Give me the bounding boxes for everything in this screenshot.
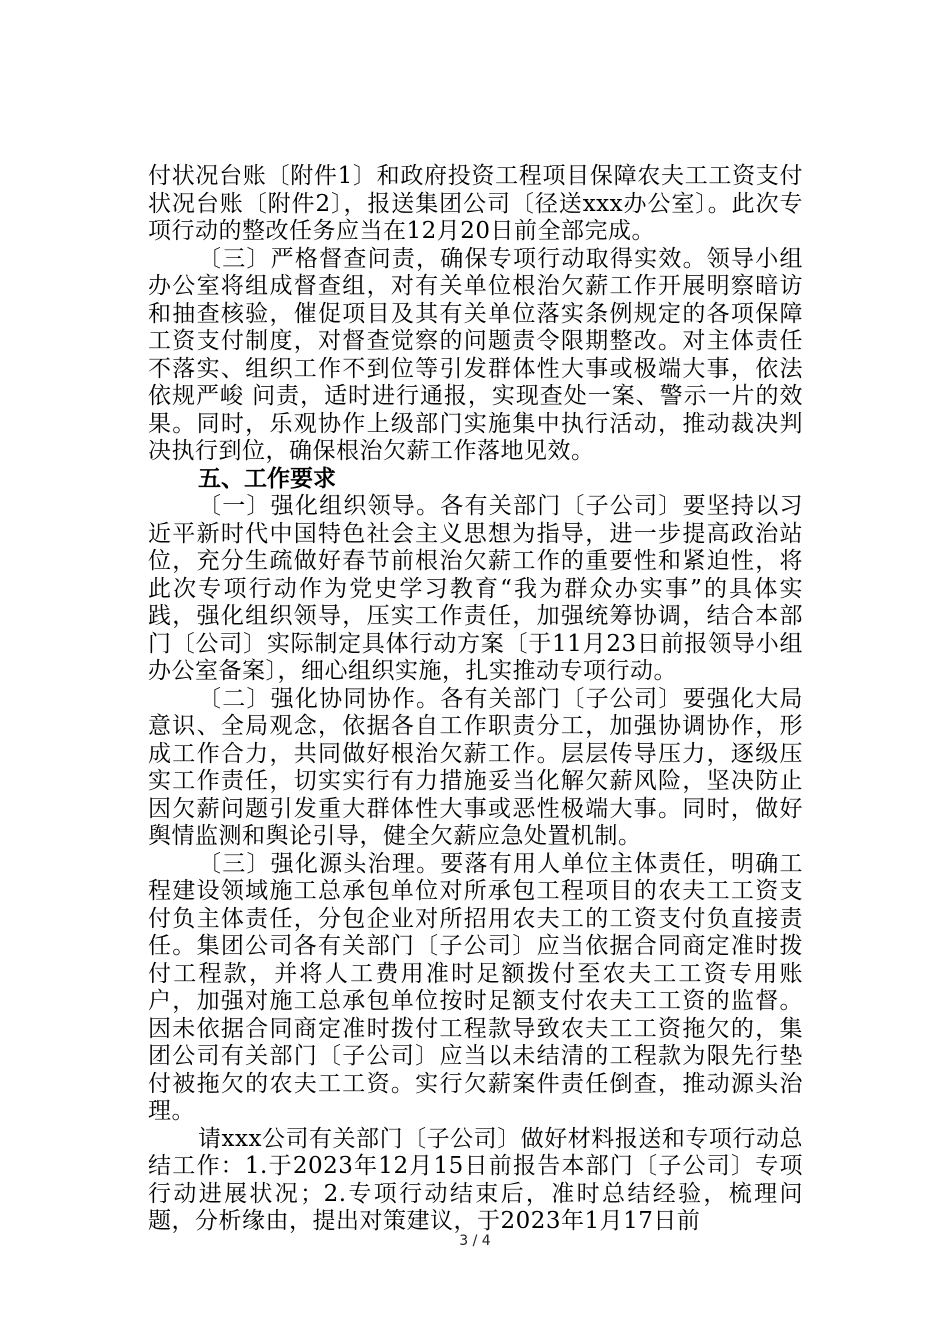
paragraph-6: 请xxx公司有关部门〔子公司〕做好材料报送和专项行动总结工作：1.于2023年12月15日前报告本部门〔子公司〕专项行动进展状况；2.专项行动结束后，准时总结经验，梳理问题，分析缘由，提出对策建议，于2023年1月17日前 <box>148 1125 803 1234</box>
document-page <box>148 163 803 1236</box>
paragraph-5: 〔三〕强化源头治理。要落有用人单位主体责任，明确工程建设领域施工总承包单位对所承包工程项目的农夫工工资支付负主体责任，分包企业对所招用农夫工的工资支付负直接责任。集团公司各有关部门〔子公司〕应当依据合同商定准时拨付工程款，并将人工费用准时足额拨付至农夫工工资专用账户，加强对施工总承包单位按时足额支付农夫工工资的监督。因未依据合同商定准时拨付工程款导致农夫工工资拖欠的，集团公司有关部门〔子公司〕应当以未结清的工程款为限先行垫付被拖欠的农夫工工资。实行欠薪案件责任倒查，推动源头治理。 <box>148 850 803 1124</box>
page-number: 3 / 4 <box>459 1233 491 1249</box>
section-heading: 五、工作要求 <box>198 465 336 492</box>
paragraph-2: 〔三〕严格督查问责，确保专项行动取得实效。领导小组办公室将组成督查组，对有关单位根治欠薪工作开展明察暗访和抽查核验，催促项目及其有关单位落实条例规定的各项保障工资支付制度，对督查觉察的问题责令限期整改。对主体责任不落实、组织工作不到位等引发群体性大事或极端大事，依法依规严峻 问责，适时进行通报，实现查处一案、警示一片的效果。同时，乐观协作上级部门实施集中执行活动，推动裁决判决执行到位，确保根治欠薪工作落地见效。 <box>148 245 803 464</box>
paragraph-1: 付状况台账〔附件1〕和政府投资工程项目保障农夫工工资支付状况台账〔附件2〕，报送集团公司〔径送xxx办公室〕。此次专项行动的整改任务应当在12月20日前全部完成。 <box>148 163 803 244</box>
paragraph-3: 〔一〕强化组织领导。各有关部门〔子公司〕要坚持以习近平新时代中国特色社会主义思想为指导，进一步提高政治站位，充分生疏做好春节前根治欠薪工作的重要性和紧迫性，将此次专项行动作为党史学习教育“我为群众办实事”的具体实践，强化组织领导，压实工作责任，加强统筹协调，结合本部门〔公司〕实际制定具体行动方案〔于11月23日前报领导小组办公室备案〕，细心组织实施，扎实推动专项行动。 <box>148 493 803 684</box>
paragraph-4: 〔二〕强化协同协作。各有关部门〔子公司〕要强化大局意识、全局观念，依据各自工作职责分工，加强协调协作，形成工作合力，共同做好根治欠薪工作。层层传导压力，逐级压实工作责任，切实实行有力措施妥当化解欠薪风险，坚决防止因欠薪问题引发重大群体性大事或恶性极端大事。同时，做好舆情监测和舆论引导，健全欠薪应急处置机制。 <box>148 685 803 849</box>
document-body <box>148 163 803 1236</box>
